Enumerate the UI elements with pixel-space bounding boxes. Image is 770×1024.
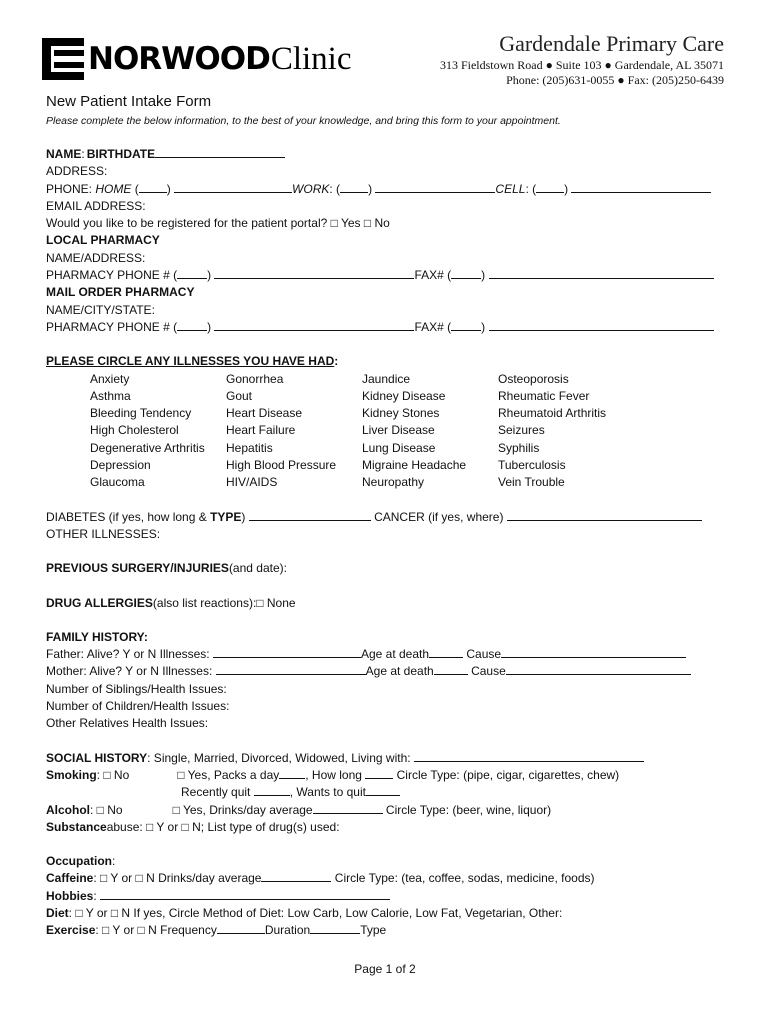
mail-pharmacy-name-row (46, 302, 726, 319)
substance-row (46, 819, 726, 836)
father-cause-label: Cause (466, 647, 502, 662)
diabetes-cancer-row: DIABETES (if yes, how long & TYPE) CANCER (if yes, where) (46, 509, 726, 526)
diet-row (46, 905, 726, 922)
wants-quit-field[interactable] (366, 784, 400, 796)
clinic-logo (42, 38, 351, 80)
father-age-death-label: Age at death (360, 647, 430, 662)
diet-label: Diet (46, 905, 69, 920)
illness-option[interactable]: Hepatitis (226, 440, 273, 455)
work-phone-field[interactable] (375, 181, 495, 193)
mail-pharmacy-name-label: NAME/CITY/STATE: (46, 302, 155, 317)
exercise-options[interactable]: : □ Y or □ N Frequency (95, 923, 217, 938)
smoking-no-option[interactable]: : □ No (96, 767, 130, 782)
recently-quit-label: Recently quit (181, 785, 251, 800)
email-row (46, 198, 726, 215)
mail-pharmacy-phone-label: PHARMACY PHONE # ( (46, 319, 178, 334)
diabetes-type-label: TYPE (210, 509, 242, 524)
social-history-row (46, 750, 726, 767)
other-illnesses-label: OTHER ILLNESSES: (46, 526, 161, 541)
home-area-code-field[interactable] (139, 181, 167, 193)
living-with-field[interactable] (414, 750, 644, 762)
illness-option[interactable]: Gout (226, 388, 253, 403)
mother-row (46, 663, 726, 680)
practice-name: Gardendale Primary Care (499, 31, 724, 56)
father-illnesses-field[interactable] (213, 646, 361, 658)
illnesses-heading: PLEASE CIRCLE ANY ILLNESSES YOU HAVE HAD: (46, 354, 339, 369)
illness-option[interactable]: Vein Trouble (498, 475, 565, 490)
smoking-row (46, 767, 726, 784)
alcohol-no-option[interactable]: : □ No (90, 802, 123, 817)
smoking-type-options[interactable]: Circle Type: (pipe, cigar, cigarettes, chew) (393, 767, 620, 782)
siblings-label: Number of Siblings/Health Issues: (46, 681, 227, 696)
illness-option[interactable]: Depression (90, 458, 151, 473)
illness-option[interactable]: Bleeding Tendency (90, 406, 192, 421)
family-history-heading: FAMILY HISTORY: (46, 629, 148, 644)
norwood-logo-icon (42, 38, 84, 80)
illness-option[interactable]: HIV/AIDS (226, 475, 278, 490)
how-long-label: , How long (305, 767, 362, 782)
illness-option[interactable]: Rheumatic Fever (498, 388, 590, 403)
illness-option[interactable]: Degenerative Arthritis (90, 440, 205, 455)
illness-option[interactable]: Heart Failure (226, 423, 296, 438)
phone-row: PHONE: HOME ( ) WORK: ( ) CELL: ( ) (46, 181, 726, 198)
exercise-label: Exercise (46, 923, 96, 938)
mail-pharmacy-fax-label: FAX# ( (414, 319, 452, 334)
illness-option[interactable]: Kidney Disease (362, 388, 446, 403)
smoking-label: Smoking (46, 767, 97, 782)
address-row (46, 163, 726, 180)
occupation-label: Occupation (46, 854, 113, 869)
social-history-heading: SOCIAL HISTORY (46, 750, 148, 765)
cell-area-code-field[interactable] (536, 181, 564, 193)
name-label: NAME (46, 147, 82, 161)
illness-option[interactable]: High Blood Pressure (226, 458, 337, 473)
illness-option[interactable]: Neuropathy (362, 475, 425, 490)
quit-row (46, 784, 726, 801)
mother-cause-label: Cause (471, 664, 506, 679)
cancer-field[interactable] (507, 509, 702, 521)
alcohol-type-options[interactable]: Circle Type: (beer, wine, liquor) (382, 802, 552, 817)
illness-option[interactable]: Syphilis (498, 440, 540, 455)
type-label: Type (360, 923, 387, 938)
marital-status-options[interactable]: : Single, Married, Divorced, Widowed, Living with: (147, 750, 411, 765)
diet-options[interactable]: : □ Y or □ N If yes, Circle Method of Diet: Low Carb, Low Calorie, Low Fat, Vegetarian, Other: (68, 905, 563, 920)
caffeine-row (46, 870, 726, 887)
drinks-per-day-field[interactable] (313, 802, 383, 814)
local-pharmacy-phone-label: PHARMACY PHONE # ( (46, 268, 178, 283)
illness-option[interactable]: Lung Disease (362, 440, 436, 455)
illness-option[interactable]: Osteoporosis (498, 371, 569, 386)
local-pharmacy-heading: LOCAL PHARMACY (46, 233, 160, 248)
relatives-row (46, 715, 726, 732)
illness-option[interactable]: Rheumatoid Arthritis (498, 406, 607, 421)
allergies-label: DRUG ALLERGIES (46, 595, 153, 610)
local-pharmacy-fax-field[interactable] (489, 267, 714, 279)
children-label: Number of Children/Health Issues: (46, 699, 230, 714)
home-phone-field[interactable] (174, 181, 292, 193)
substance-label: Substance (46, 819, 107, 834)
local-pharmacy-phone-field[interactable] (214, 267, 414, 279)
page-number: Page 1 of 2 (354, 962, 416, 976)
local-pharmacy-area-code-field[interactable] (177, 267, 207, 279)
duration-label: Duration (264, 923, 311, 938)
illness-option[interactable]: Seizures (498, 423, 545, 438)
illness-option[interactable]: Kidney Stones (362, 406, 440, 421)
practice-address: 313 Fieldstown Road ● Suite 103 ● Gardendale, AL 35071 (439, 58, 724, 72)
illness-option[interactable]: Anxiety (90, 371, 130, 386)
exercise-duration-field[interactable] (310, 922, 360, 934)
illness-option[interactable]: Tuberculosis (498, 458, 566, 473)
mother-label: Mother: Alive? Y or N Illnesses: (46, 664, 213, 679)
home-phone-label: HOME (95, 181, 132, 196)
portal-question[interactable]: Would you like to be registered for the patient portal? □ Yes □ No (46, 216, 390, 231)
diabetes-label: DIABETES (if yes, how long & (46, 509, 211, 524)
practice-phone-fax: Phone: (205)631-0055 ● Fax: (205)250-6439 (506, 73, 724, 87)
caffeine-type-options[interactable]: Circle Type: (tea, coffee, sodas, medicine, foods) (331, 871, 595, 886)
local-pharmacy-name-row (46, 250, 726, 267)
email-label: EMAIL ADDRESS: (46, 198, 146, 213)
siblings-row (46, 681, 726, 698)
cell-phone-field[interactable] (571, 181, 711, 193)
hobbies-row: Hobbies: (46, 888, 726, 905)
exercise-frequency-field[interactable] (217, 922, 265, 934)
recently-quit-field[interactable] (254, 784, 290, 796)
practice-info (440, 30, 724, 88)
mail-pharmacy-fax-field[interactable] (489, 319, 714, 331)
caffeine-options[interactable]: : □ Y or □ N Drinks/day average (93, 871, 262, 886)
illness-option[interactable]: High Cholesterol (90, 423, 179, 438)
substance-options[interactable]: abuse: □ Y or □ N; List type of drug(s) used: (106, 819, 340, 834)
illness-option[interactable]: Gonorrhea (226, 371, 284, 386)
alcohol-label: Alcohol (46, 802, 90, 817)
phone-label: PHONE: (46, 181, 93, 196)
address-label: ADDRESS: (46, 164, 108, 179)
other-illnesses-row (46, 526, 726, 543)
alcohol-row (46, 802, 726, 819)
cancer-label: CANCER (if yes, where) (374, 509, 504, 524)
father-row (46, 646, 726, 663)
illness-option[interactable]: Heart Disease (226, 406, 303, 421)
name-row: NAME : BIRTHDATE (46, 146, 726, 163)
surgery-row: PREVIOUS SURGERY/INJURIES (and date): (46, 560, 726, 577)
form-instructions: Please complete the below information, to the best of your knowledge, and bring this form to your appointment. (46, 115, 561, 127)
illness-option[interactable]: Migraine Headache (362, 458, 467, 473)
birthdate-label: BIRTHDATE (86, 147, 156, 161)
father-age-death-field[interactable] (429, 646, 463, 658)
father-label: Father: Alive? Y or N Illnesses: (46, 647, 210, 662)
relatives-label: Other Relatives Health Issues: (46, 716, 209, 731)
mail-pharmacy-phone-field[interactable] (214, 319, 414, 331)
hobbies-label: Hobbies (46, 888, 94, 903)
mail-pharmacy-phone-row: PHARMACY PHONE # ( ) FAX# ( ) (46, 319, 726, 336)
allergies-row (46, 595, 726, 612)
packs-per-day-field[interactable] (279, 767, 305, 779)
wants-quit-label: , Wants to quit (289, 785, 366, 800)
smoking-yes-option[interactable]: □ Yes, Packs a day (177, 767, 280, 782)
local-pharmacy-name-label: NAME/ADDRESS: (46, 250, 146, 265)
mail-pharmacy-heading: MAIL ORDER PHARMACY (46, 285, 195, 300)
allergies-none-option[interactable]: (also list reactions):□ None (152, 595, 296, 610)
local-pharmacy-fax-area-field[interactable] (451, 267, 481, 279)
exercise-row (46, 922, 726, 939)
illness-option[interactable]: Jaundice (362, 371, 411, 386)
illness-option[interactable]: Liver Disease (362, 423, 435, 438)
cell-phone-label: CELL (495, 181, 526, 196)
smoking-how-long-field[interactable] (365, 767, 393, 779)
mother-cause-field[interactable] (506, 663, 691, 675)
mother-age-death-field[interactable] (434, 663, 468, 675)
mother-illnesses-field[interactable] (216, 663, 366, 675)
surgery-label: PREVIOUS SURGERY/INJURIES (46, 561, 229, 576)
form-title: New Patient Intake Form (46, 93, 212, 110)
illness-option[interactable]: Asthma (90, 388, 131, 403)
illness-list (90, 371, 726, 492)
children-row (46, 698, 726, 715)
form-body (46, 146, 726, 940)
mail-pharmacy-fax-area-field[interactable] (451, 319, 481, 331)
local-pharmacy-phone-row: PHARMACY PHONE # ( ) FAX# ( ) (46, 267, 726, 284)
father-cause-field[interactable] (501, 646, 686, 658)
diabetes-field[interactable] (249, 509, 371, 521)
local-pharmacy-fax-label: FAX# ( (414, 268, 452, 283)
birthdate-field[interactable] (155, 146, 285, 158)
work-phone-label: WORK (292, 181, 330, 196)
logo-text-clinic: Clinic (270, 40, 352, 77)
mail-pharmacy-area-code-field[interactable] (177, 319, 207, 331)
alcohol-yes-option[interactable]: □ Yes, Drinks/day average (172, 802, 313, 817)
hobbies-field[interactable] (100, 888, 390, 900)
mother-age-death-label: Age at death (365, 664, 434, 679)
occupation-row: Occupation : (46, 853, 726, 870)
caffeine-label: Caffeine (46, 871, 94, 886)
illness-option[interactable]: Glaucoma (90, 475, 145, 490)
caffeine-per-day-field[interactable] (261, 870, 331, 882)
logo-text-norwood: NORWOOD (88, 41, 270, 77)
work-area-code-field[interactable] (340, 181, 368, 193)
